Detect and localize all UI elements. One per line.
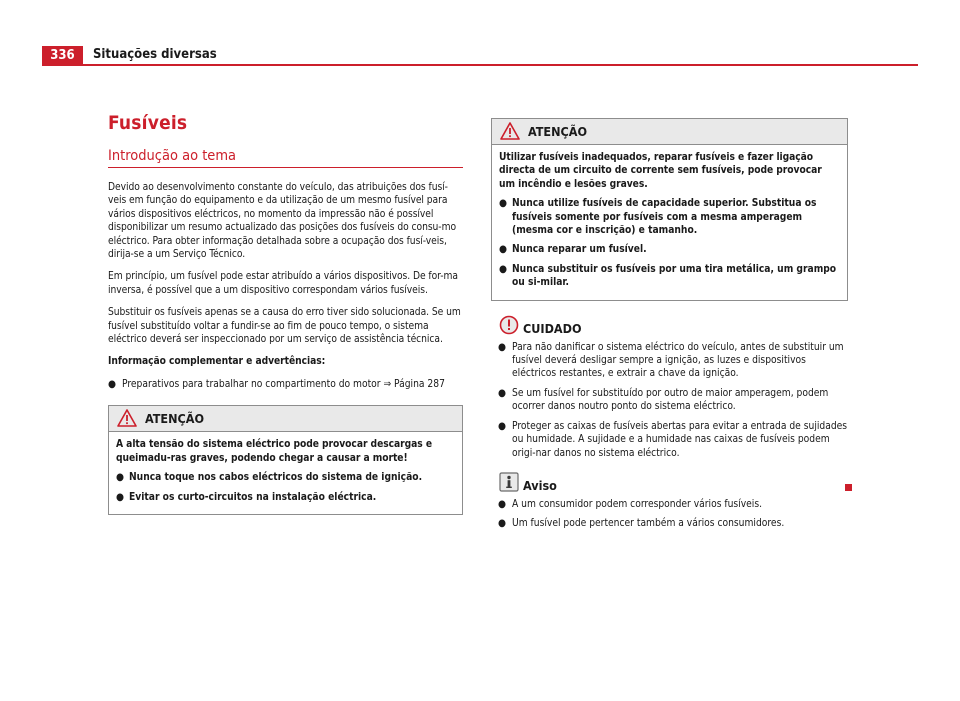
bullet-dot: ● bbox=[499, 263, 507, 275]
warning-intro: A alta tensão do sistema eléctrico pode provocar descargas e queimadu-ras graves, podendo chegar a causar a morte! bbox=[116, 439, 432, 464]
warning-body bbox=[492, 145, 847, 300]
bullet-dot: ● bbox=[108, 378, 116, 390]
intro-paragraph-1: Devido ao desenvolvimento constante do veículo, das atribuições dos fusí-veis em função do equipamento e da utilização de um mesmo fusível para vários dispositivos eléctricos, no momento da impressão não é possível disponibilizar um resumo actualizado das posições dos fusíveis do consu-mo eléctrico. Para obter informação detalhada sobre a ocupação dos fusí-veis, dirija-se a um Serviço Técnico. bbox=[108, 182, 457, 261]
bullet-dot: ● bbox=[498, 518, 506, 530]
warning-bullet-text: Nunca reparar um fusível. bbox=[512, 244, 647, 256]
warning-bullet bbox=[499, 243, 840, 256]
warning-box-left bbox=[108, 405, 463, 515]
note-bullet bbox=[498, 498, 848, 511]
subtitle-rule bbox=[108, 167, 463, 168]
note-title: Aviso bbox=[523, 477, 557, 493]
bullet-dot: ● bbox=[498, 498, 506, 510]
note-bullet-text: Um fusível pode pertencer também a vários consumidores. bbox=[512, 518, 785, 530]
caution-bullet bbox=[498, 341, 848, 381]
caution-bullet-text: Para não danificar o sistema eléctrico do veículo, antes de substituir um fusível deverá desligar sempre a ignição, as luzes e dispositivos eléctricos restantes, e extrair a chave da ignição. bbox=[512, 341, 844, 380]
intro-paragraph-3: Substituir os fusíveis apenas se a causa do erro tiver sido solucionada. Se um fusível substituído voltar a fundir-se ao fim de pouco tempo, o sistema eléctrico deverá ser inspeccionado por um serviço de assistência técnica. bbox=[108, 307, 461, 346]
caution-bullet-text: Se um fusível for substituído por outro de maior amperagem, podem ocorrer danos noutro ponto do sistema eléctrico. bbox=[512, 387, 829, 413]
info-bullet bbox=[108, 378, 463, 391]
warning-body bbox=[109, 432, 462, 514]
warning-intro: Utilizar fusíveis inadequados, reparar fusíveis e fazer ligação directa de um circuito de corrente sem fusíveis, pode provocar um incêndio e lesões graves. bbox=[499, 152, 822, 190]
bullet-dot: ● bbox=[498, 387, 506, 399]
caution-title: CUIDADO bbox=[523, 320, 582, 336]
warning-bullet bbox=[499, 263, 840, 290]
right-column bbox=[491, 118, 848, 537]
note-body bbox=[491, 498, 848, 531]
bullet-dot: ● bbox=[116, 472, 124, 484]
warning-title: ATENÇÃO bbox=[145, 411, 205, 427]
caution-header bbox=[491, 315, 848, 337]
bullet-dot: ● bbox=[499, 244, 507, 256]
warning-bullet-text: Nunca substituir os fusíveis por uma tira metálica, um grampo ou si-milar. bbox=[512, 263, 837, 289]
page-number: 336 bbox=[42, 46, 83, 66]
bullet-dot: ● bbox=[498, 341, 506, 353]
running-title: Situações diversas bbox=[93, 47, 217, 62]
warning-bullet bbox=[116, 491, 455, 504]
intro-paragraph-2: Em princípio, um fusível pode estar atribuído a vários dispositivos. De for-ma inversa, é possível que a um dispositivo correspondam vários fusíveis. bbox=[108, 271, 458, 296]
warning-bullet-text: Evitar os curto-circuitos na instalação eléctrica. bbox=[129, 491, 377, 503]
bullet-dot: ● bbox=[499, 198, 507, 210]
header-rule bbox=[83, 64, 918, 66]
warning-triangle-icon bbox=[117, 409, 137, 427]
note-bullet-text: A um consumidor podem corresponder vários fusíveis. bbox=[512, 498, 763, 510]
warning-triangle-icon bbox=[500, 122, 520, 140]
caution-exclamation-icon bbox=[499, 315, 519, 335]
bullet-dot: ● bbox=[498, 420, 506, 432]
info-note-icon bbox=[499, 472, 519, 492]
warning-title: ATENÇÃO bbox=[528, 124, 588, 139]
caution-body bbox=[491, 341, 848, 460]
warning-bullet-text: Nunca toque nos cabos eléctricos do sistema de ignição. bbox=[129, 472, 423, 484]
warning-bullet-text: Nunca utilize fusíveis de capacidade superior. Substitua os fusíveis somente por fusíveis com a mesma amperagem (mesma cor e inscrição) e tamanho. bbox=[512, 198, 817, 237]
bullet-dot: ● bbox=[116, 491, 124, 503]
caution-bullet bbox=[498, 387, 848, 414]
info-bullet-text: Preparativos para trabalhar no compartimento do motor ⇒ Página 287 bbox=[122, 378, 445, 390]
warning-header bbox=[109, 406, 462, 432]
caution-bullet-text: Proteger as caixas de fusíveis abertas para evitar a entrada de sujidades ou humidade. A sujidade e a humidade nas caixas de fusíveis podem origi-nar danos no sistema eléctrico. bbox=[512, 420, 848, 459]
note-bullet bbox=[498, 517, 848, 530]
info-label: Informação complementar e advertências: bbox=[108, 356, 326, 368]
warning-bullet bbox=[116, 471, 455, 484]
caution-bullet bbox=[498, 420, 848, 460]
left-column bbox=[108, 112, 463, 515]
note-header bbox=[491, 472, 848, 494]
section-end-marker bbox=[845, 484, 852, 491]
warning-header bbox=[492, 119, 847, 145]
section-title: Fusíveis bbox=[108, 112, 188, 134]
section-subtitle: Introdução ao tema bbox=[108, 148, 237, 164]
warning-bullet bbox=[499, 197, 840, 237]
warning-box-right bbox=[491, 118, 848, 301]
page-header bbox=[0, 0, 960, 70]
